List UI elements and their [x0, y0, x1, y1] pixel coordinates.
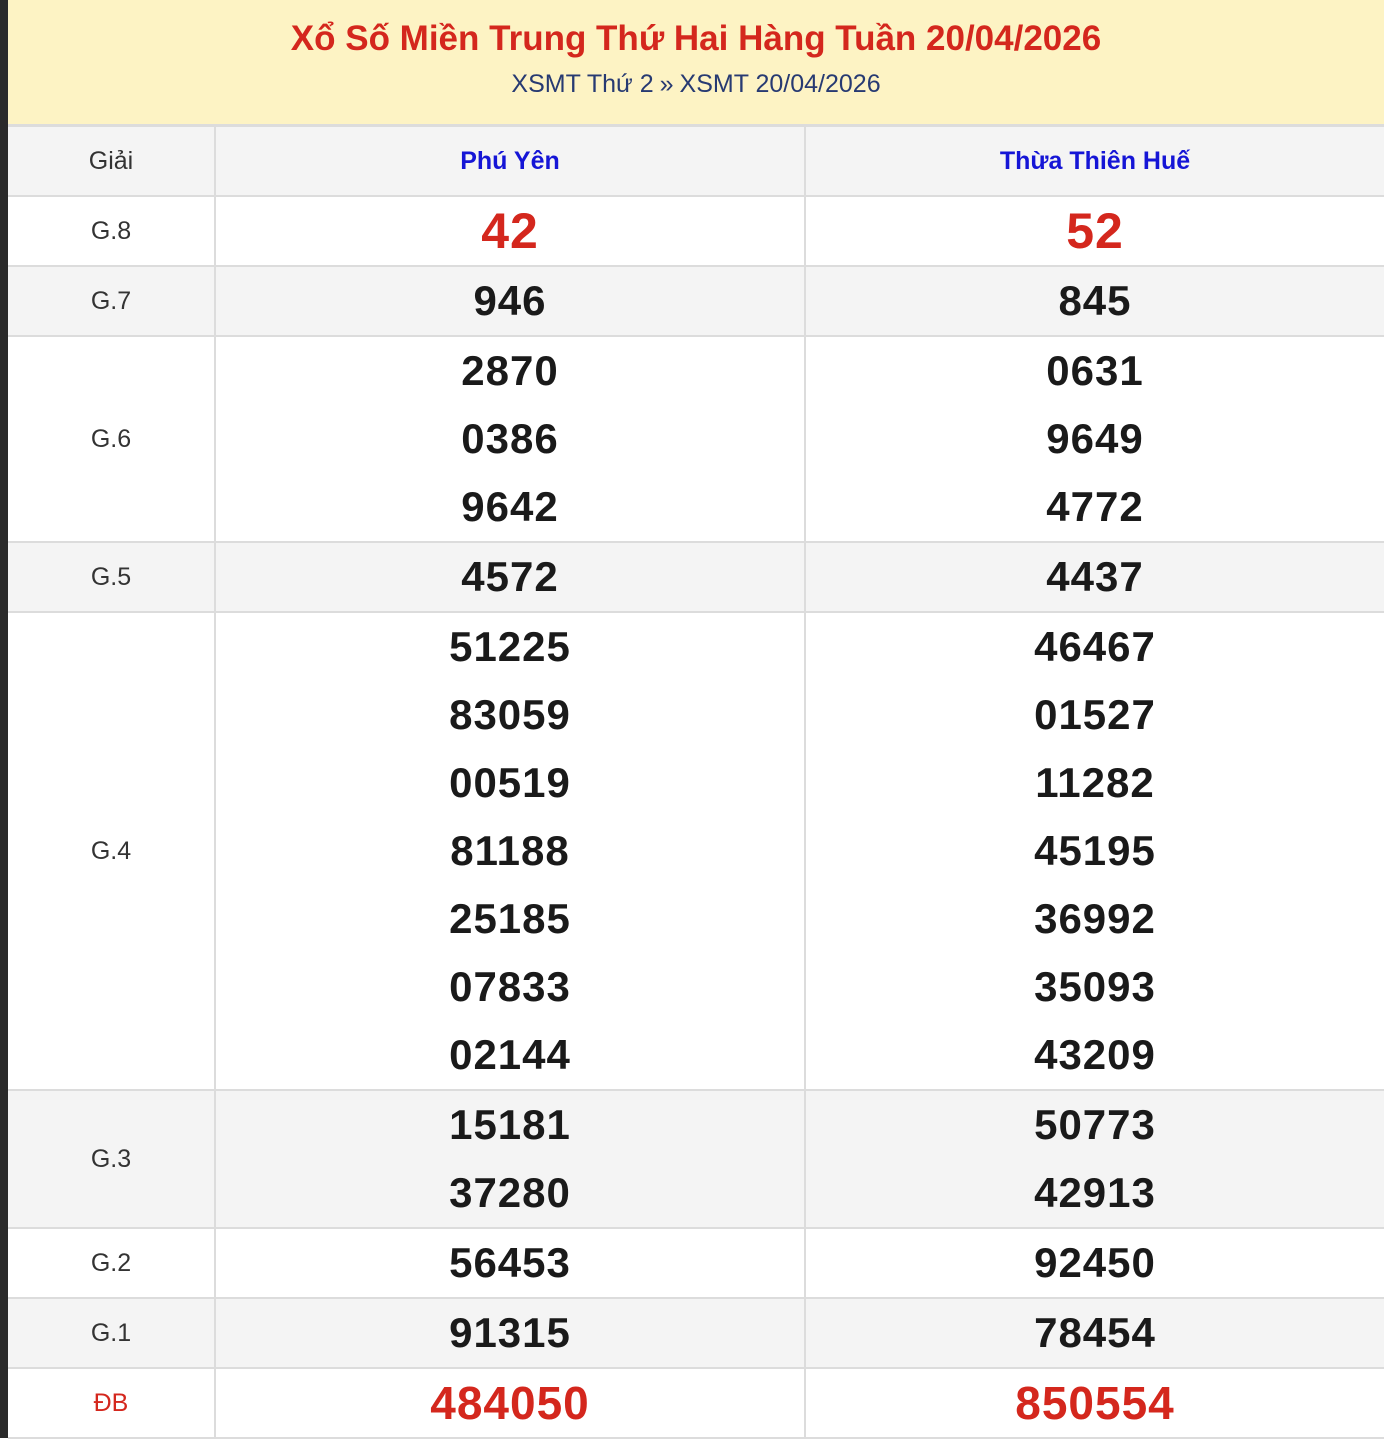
prize-number: 51225	[449, 623, 571, 670]
prize-number: 00519	[449, 759, 571, 806]
prize-number: 15181	[449, 1101, 571, 1148]
prize-number: 35093	[1034, 963, 1156, 1010]
prize-row-g6	[8, 336, 1384, 542]
prize-label: G.1	[8, 1298, 215, 1368]
prize-number: 07833	[449, 963, 571, 1010]
prize-cell-thua-thien-hue	[805, 1368, 1384, 1438]
prize-number: 2870	[461, 347, 559, 394]
prize-row-g1	[8, 1298, 1384, 1368]
prize-label: G.5	[8, 542, 215, 612]
prize-number: 37280	[449, 1169, 571, 1216]
special-prize-number: 484050	[430, 1377, 590, 1429]
prize-number: 91315	[449, 1309, 571, 1356]
table-header-row	[8, 126, 1384, 196]
prize-number: 52	[1066, 203, 1124, 259]
prize-label: G.7	[8, 266, 215, 336]
prize-number: 50773	[1034, 1101, 1156, 1148]
prize-row-g7	[8, 266, 1384, 336]
prize-row-g2	[8, 1228, 1384, 1298]
prize-row-g3	[8, 1090, 1384, 1228]
prize-number: 81188	[450, 827, 570, 874]
prize-cell-phu-yen	[215, 1298, 805, 1368]
prize-number: 0386	[461, 415, 559, 462]
prize-number: 92450	[1034, 1239, 1156, 1286]
prize-cell-thua-thien-hue	[805, 542, 1384, 612]
prize-row-g5	[8, 542, 1384, 612]
prize-number: 56453	[449, 1239, 571, 1286]
prize-number: 36992	[1034, 895, 1156, 942]
prize-number: 01527	[1034, 691, 1156, 738]
prize-row-g8	[8, 196, 1384, 266]
prize-cell-thua-thien-hue	[805, 336, 1384, 542]
prize-cell-thua-thien-hue	[805, 1090, 1384, 1228]
prize-cell-thua-thien-hue	[805, 196, 1384, 266]
prize-cell-phu-yen	[215, 266, 805, 336]
prize-row-special	[8, 1368, 1384, 1438]
prize-number: 42	[481, 203, 539, 259]
prize-number: 4772	[1046, 483, 1144, 530]
prize-number: 43209	[1034, 1031, 1156, 1078]
prize-number: 46467	[1034, 623, 1156, 670]
prize-cell-phu-yen	[215, 1090, 805, 1228]
prize-number: 0631	[1046, 347, 1144, 394]
prize-cell-phu-yen	[215, 336, 805, 542]
prize-label: G.4	[8, 612, 215, 1090]
prize-cell-phu-yen	[215, 612, 805, 1090]
prize-number: 9649	[1046, 415, 1144, 462]
prize-label: G.2	[8, 1228, 215, 1298]
prize-cell-phu-yen	[215, 1228, 805, 1298]
prize-label: G.3	[8, 1090, 215, 1228]
province-header-thua-thien-hue: Thừa Thiên Huế	[805, 126, 1384, 196]
prize-number: 42913	[1034, 1169, 1156, 1216]
breadcrumb-link-weekday[interactable]: XSMT Thứ 2	[511, 70, 654, 98]
breadcrumb	[8, 69, 1384, 99]
prize-cell-thua-thien-hue	[805, 612, 1384, 1090]
prize-cell-phu-yen	[215, 196, 805, 266]
prize-number: 9642	[461, 483, 559, 530]
province-header-phu-yen: Phú Yên	[215, 126, 805, 196]
prize-cell-thua-thien-hue	[805, 266, 1384, 336]
special-prize-number: 850554	[1015, 1377, 1175, 1429]
page-title: Xổ Số Miền Trung Thứ Hai Hàng Tuần 20/04/2026	[290, 19, 1102, 58]
prize-cell-thua-thien-hue	[805, 1298, 1384, 1368]
prize-label: G.8	[8, 196, 215, 266]
prize-number: 11282	[1035, 759, 1155, 806]
prize-cell-phu-yen	[215, 1368, 805, 1438]
prize-number: 845	[1058, 277, 1132, 324]
results-table	[8, 125, 1384, 1439]
prize-number: 45195	[1034, 827, 1156, 874]
prize-cell-thua-thien-hue	[805, 1228, 1384, 1298]
breadcrumb-separator: »	[659, 70, 674, 98]
prize-number: 25185	[449, 895, 571, 942]
results-header	[8, 0, 1384, 125]
prize-row-g4	[8, 612, 1384, 1090]
prize-number: 946	[473, 277, 547, 324]
prize-cell-phu-yen	[215, 542, 805, 612]
prize-column-header: Giải	[8, 126, 215, 196]
prize-number: 02144	[449, 1031, 571, 1078]
prize-number: 4437	[1046, 553, 1144, 600]
prize-label: ĐB	[8, 1368, 215, 1438]
prize-label: G.6	[8, 336, 215, 542]
breadcrumb-link-date[interactable]: XSMT 20/04/2026	[679, 70, 881, 98]
prize-number: 78454	[1034, 1309, 1156, 1356]
prize-number: 83059	[449, 691, 571, 738]
prize-number: 4572	[461, 553, 559, 600]
